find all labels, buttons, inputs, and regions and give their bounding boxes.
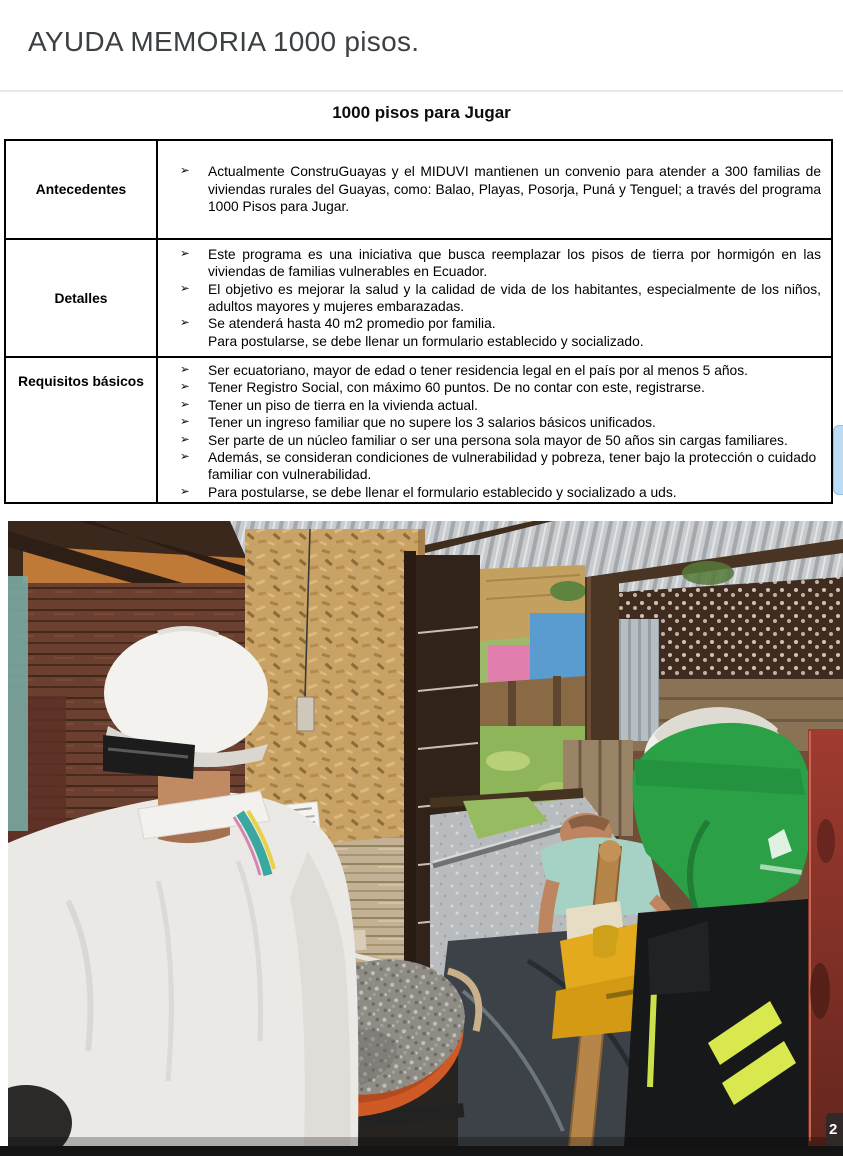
table-row bbox=[6, 356, 831, 502]
row-label: Requisitos básicos bbox=[6, 358, 158, 502]
list-item bbox=[180, 333, 821, 350]
bullet-arrow-icon: ➢ bbox=[180, 317, 190, 330]
info-table bbox=[4, 139, 833, 504]
row-label: Detalles bbox=[6, 240, 158, 356]
bullet-arrow-icon: ➢ bbox=[180, 247, 190, 260]
blue-tarp bbox=[530, 613, 585, 685]
list-item bbox=[180, 315, 821, 332]
table-row bbox=[6, 238, 831, 356]
list-item bbox=[180, 379, 821, 396]
bullet-arrow-icon: ➢ bbox=[180, 433, 190, 446]
hanging-tag bbox=[297, 697, 314, 731]
row-content bbox=[158, 358, 831, 502]
list-item-text: Ser ecuatoriano, mayor de edad o tener residencia legal en el país por al menos 5 años. bbox=[208, 363, 748, 378]
bottom-bar bbox=[0, 1146, 843, 1156]
construction-photo bbox=[8, 521, 843, 1147]
pink-panel bbox=[488, 645, 530, 683]
list-item-text: Tener Registro Social, con máximo 60 puntos. De no contar con este, registrarse. bbox=[208, 380, 705, 396]
bullet-arrow-icon: ➢ bbox=[180, 165, 190, 178]
list-item bbox=[180, 432, 821, 449]
bullet-arrow-icon: ➢ bbox=[180, 381, 190, 394]
right-worker bbox=[624, 707, 830, 1147]
construction-photo-illustration bbox=[8, 521, 843, 1147]
list-item-text: Tener un piso de tierra en la vivienda actual. bbox=[208, 397, 478, 413]
row-label: Antecedentes bbox=[6, 141, 158, 238]
glass-sliver bbox=[8, 576, 28, 831]
list-item-text: Actualmente ConstruGuayas y el MIDUVI mantienen un convenio para atender a 300 familias de viviendas rurales del Guayas, como: Balao, Playas, Posorja, Puná y Tenguel; a través del programa 1000 Pisos para Jugar. bbox=[208, 164, 821, 215]
bullet-arrow-icon: ➢ bbox=[180, 364, 190, 376]
list-item-text: Además, se consideran condiciones de vulnerabilidad y pobreza, tener bajo la protección o cuidado familiar con vulnerabilidad. bbox=[208, 450, 817, 483]
list-item-text: Para postularse, se debe llenar el formulario establecido y socializado a uds. bbox=[208, 484, 677, 500]
row-content bbox=[158, 141, 831, 238]
list-item bbox=[180, 484, 821, 501]
table-row bbox=[6, 141, 831, 238]
row-content bbox=[158, 240, 831, 356]
bullet-arrow-icon: ➢ bbox=[180, 398, 190, 411]
scrollbar-thumb[interactable] bbox=[833, 425, 843, 495]
list-item bbox=[180, 397, 821, 414]
bullet-arrow-icon: ➢ bbox=[180, 485, 190, 498]
page-number: 2 bbox=[829, 1121, 838, 1138]
list-item bbox=[180, 281, 821, 316]
bullet-arrow-icon: ➢ bbox=[180, 416, 190, 429]
list-item bbox=[180, 246, 821, 281]
list-item bbox=[180, 362, 821, 379]
page-title: 1000 pisos para Jugar bbox=[332, 103, 511, 122]
list-item bbox=[180, 414, 821, 431]
app-header bbox=[0, 0, 843, 92]
list-item-text: Se atenderá hasta 40 m2 promedio por familia. bbox=[208, 316, 496, 332]
file-title: AYUDA MEMORIA 1000 pisos. bbox=[28, 26, 420, 57]
list-item bbox=[180, 163, 821, 215]
list-item-text: Ser parte de un núcleo familiar o ser una persona sola mayor de 50 años sin cargas familiares. bbox=[208, 432, 788, 448]
bullet-arrow-icon: ➢ bbox=[180, 451, 190, 464]
list-item-text: Para postularse, se debe llenar un formulario establecido y socializado. bbox=[208, 333, 644, 349]
list-item bbox=[180, 449, 821, 484]
list-item-text: El objetivo es mejorar la salud y la calidad de vida de los habitantes, especialmente de los niños, adultos mayores y mujeres embarazadas. bbox=[208, 281, 821, 314]
page-number-badge bbox=[826, 1113, 843, 1146]
list-item-text: Tener un ingreso familiar que no supere los 3 salarios básicos unificados. bbox=[208, 415, 656, 431]
list-item-text: Este programa es una iniciativa que busca reemplazar los pisos de tierra por hormigón en las viviendas de familias vulnerables en Ecuador. bbox=[208, 246, 821, 280]
bullet-arrow-icon: ➢ bbox=[180, 282, 190, 295]
red-post bbox=[808, 729, 843, 1147]
